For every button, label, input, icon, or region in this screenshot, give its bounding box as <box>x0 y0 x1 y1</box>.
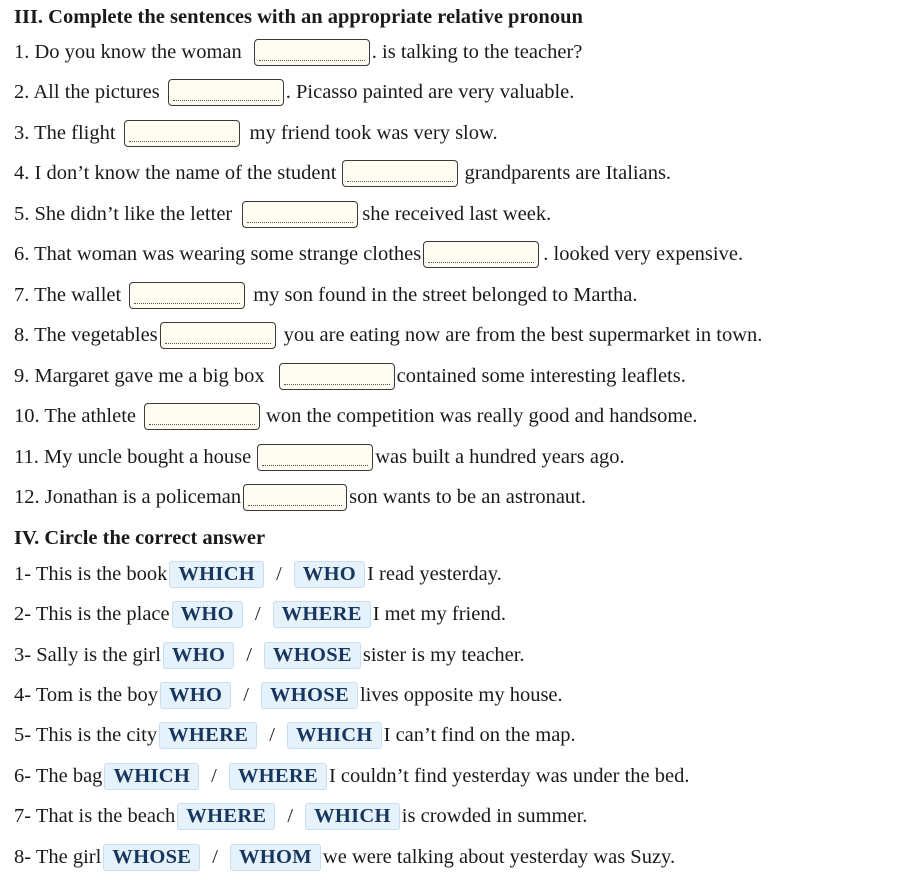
sentence-end: lives opposite my house. <box>359 684 563 706</box>
answer-blank-1[interactable] <box>254 39 370 66</box>
fill-sentence-5 <box>14 199 551 229</box>
option-b-button[interactable]: WHOSE <box>261 682 358 709</box>
sentence-start: 8- The girl <box>14 846 102 868</box>
section-4-heading: IV. Circle the correct answer <box>14 527 266 549</box>
sentence-start: 3- Sally is the girl <box>14 644 161 666</box>
sentence-start: 6. That woman was wearing some strange clothes <box>14 243 422 265</box>
sentence-end: sister is my teacher. <box>362 644 525 666</box>
option-b-button[interactable]: WHICH <box>305 803 400 830</box>
option-a-button[interactable]: WHICH <box>104 763 199 790</box>
sentence-start: 8. The vegetables <box>14 324 158 346</box>
answer-blank-5[interactable] <box>242 201 358 228</box>
fill-sentence-8 <box>14 320 762 350</box>
sentence-start: 2- This is the place <box>14 603 170 625</box>
sentence-start: 1. Do you know the woman <box>14 41 242 63</box>
fill-sentence-7 <box>14 280 638 310</box>
fill-sentence-4 <box>14 158 671 188</box>
sentence-start: 1- This is the book <box>14 563 168 585</box>
option-a-button[interactable]: WHERE <box>159 722 257 749</box>
sentence-start: 9. Margaret gave me a big box <box>14 365 265 387</box>
option-separator: / <box>243 684 249 706</box>
choice-sentence-4 <box>14 680 563 710</box>
sentence-end: . Picasso painted are very valuable. <box>285 81 575 103</box>
sentence-end: was built a hundred years ago. <box>375 446 625 468</box>
fill-sentence-1 <box>14 37 582 67</box>
sentence-end: . looked very expensive. <box>543 243 744 265</box>
sentence-end: won the competition was really good and handsome. <box>266 405 698 427</box>
answer-blank-4[interactable] <box>342 160 458 187</box>
option-separator: / <box>212 846 218 868</box>
answer-blank-12[interactable] <box>243 484 347 511</box>
sentence-start: 7- That is the beach <box>14 805 176 827</box>
option-b-button[interactable]: WHERE <box>229 763 327 790</box>
sentence-end: . is talking to the teacher? <box>371 41 583 63</box>
choice-sentence-7 <box>14 801 587 831</box>
option-separator: / <box>269 724 275 746</box>
answer-blank-7[interactable] <box>129 282 245 309</box>
option-b-button[interactable]: WHOM <box>230 844 321 871</box>
answer-blank-8[interactable] <box>160 322 276 349</box>
option-a-button[interactable]: WHICH <box>169 561 264 588</box>
sentence-end: you are eating now are from the best supermarket in town. <box>283 324 763 346</box>
sentence-end: son wants to be an astronaut. <box>349 486 586 508</box>
option-a-button[interactable]: WHO <box>163 642 234 669</box>
option-separator: / <box>254 603 261 625</box>
sentence-end: she received last week. <box>362 203 552 225</box>
sentence-end: grandparents are Italians. <box>464 162 672 184</box>
option-a-button[interactable]: WHO <box>172 601 243 628</box>
choice-sentence-3 <box>14 640 525 670</box>
fill-sentence-6 <box>14 239 743 269</box>
option-a-button[interactable]: WHOSE <box>103 844 200 871</box>
sentence-start: 5- This is the city <box>14 724 158 746</box>
sentence-start: 12. Jonathan is a policeman <box>14 486 242 508</box>
sentence-end: is crowded in summer. <box>401 805 588 827</box>
sentence-end: my son found in the street belonged to Martha. <box>253 284 638 306</box>
answer-blank-11[interactable] <box>257 444 373 471</box>
sentence-end: I read yesterday. <box>367 563 502 585</box>
fill-sentence-10 <box>14 401 698 431</box>
option-b-button[interactable]: WHO <box>294 561 365 588</box>
fill-sentence-12 <box>14 482 586 512</box>
option-separator: / <box>211 765 217 787</box>
option-a-button[interactable]: WHO <box>160 682 231 709</box>
choice-sentence-5 <box>14 720 576 750</box>
fill-sentence-2 <box>14 77 574 107</box>
sentence-start: 6- The bag <box>14 765 103 787</box>
option-separator: / <box>246 644 252 666</box>
sentence-end: I couldn’t find yesterday was under the bed. <box>328 765 690 787</box>
sentence-end: I met my friend. <box>372 603 506 625</box>
fill-sentence-3 <box>14 118 498 148</box>
option-b-button[interactable]: WHICH <box>287 722 382 749</box>
answer-blank-2[interactable] <box>168 79 284 106</box>
sentence-end: I can’t find on the map. <box>383 724 576 746</box>
sentence-start: 10. The athlete <box>14 405 137 427</box>
option-separator: / <box>287 805 294 827</box>
option-b-button[interactable]: WHOSE <box>264 642 361 669</box>
option-separator: / <box>276 563 282 585</box>
choice-sentence-8 <box>14 842 675 872</box>
answer-blank-6[interactable] <box>423 241 539 268</box>
sentence-end: we were talking about yesterday was Suzy. <box>322 846 676 868</box>
fill-sentence-9 <box>14 361 686 391</box>
answer-blank-10[interactable] <box>144 403 260 430</box>
sentence-start: 4. I don’t know the name of the student <box>14 162 337 184</box>
choice-sentence-1 <box>14 559 502 589</box>
sentence-start: 4- Tom is the boy <box>14 684 158 706</box>
sentence-start: 11. My uncle bought a house <box>14 446 252 468</box>
sentence-start: 5. She didn’t like the letter <box>14 203 233 225</box>
sentence-start: 2. All the pictures <box>14 81 160 103</box>
option-a-button[interactable]: WHERE <box>177 803 275 830</box>
sentence-start: 7. The wallet <box>14 284 122 306</box>
fill-sentence-11 <box>14 442 625 472</box>
answer-blank-3[interactable] <box>124 120 240 147</box>
sentence-start: 3. The flight <box>14 122 116 144</box>
answer-blank-9[interactable] <box>279 363 395 390</box>
choice-sentence-6 <box>14 761 689 791</box>
section-3-heading: III. Complete the sentences with an appropriate relative pronoun <box>14 6 583 28</box>
sentence-end: contained some interesting leaflets. <box>396 365 686 387</box>
choice-sentence-2 <box>14 599 506 629</box>
option-b-button[interactable]: WHERE <box>273 601 371 628</box>
sentence-end: my friend took was very slow. <box>249 122 498 144</box>
